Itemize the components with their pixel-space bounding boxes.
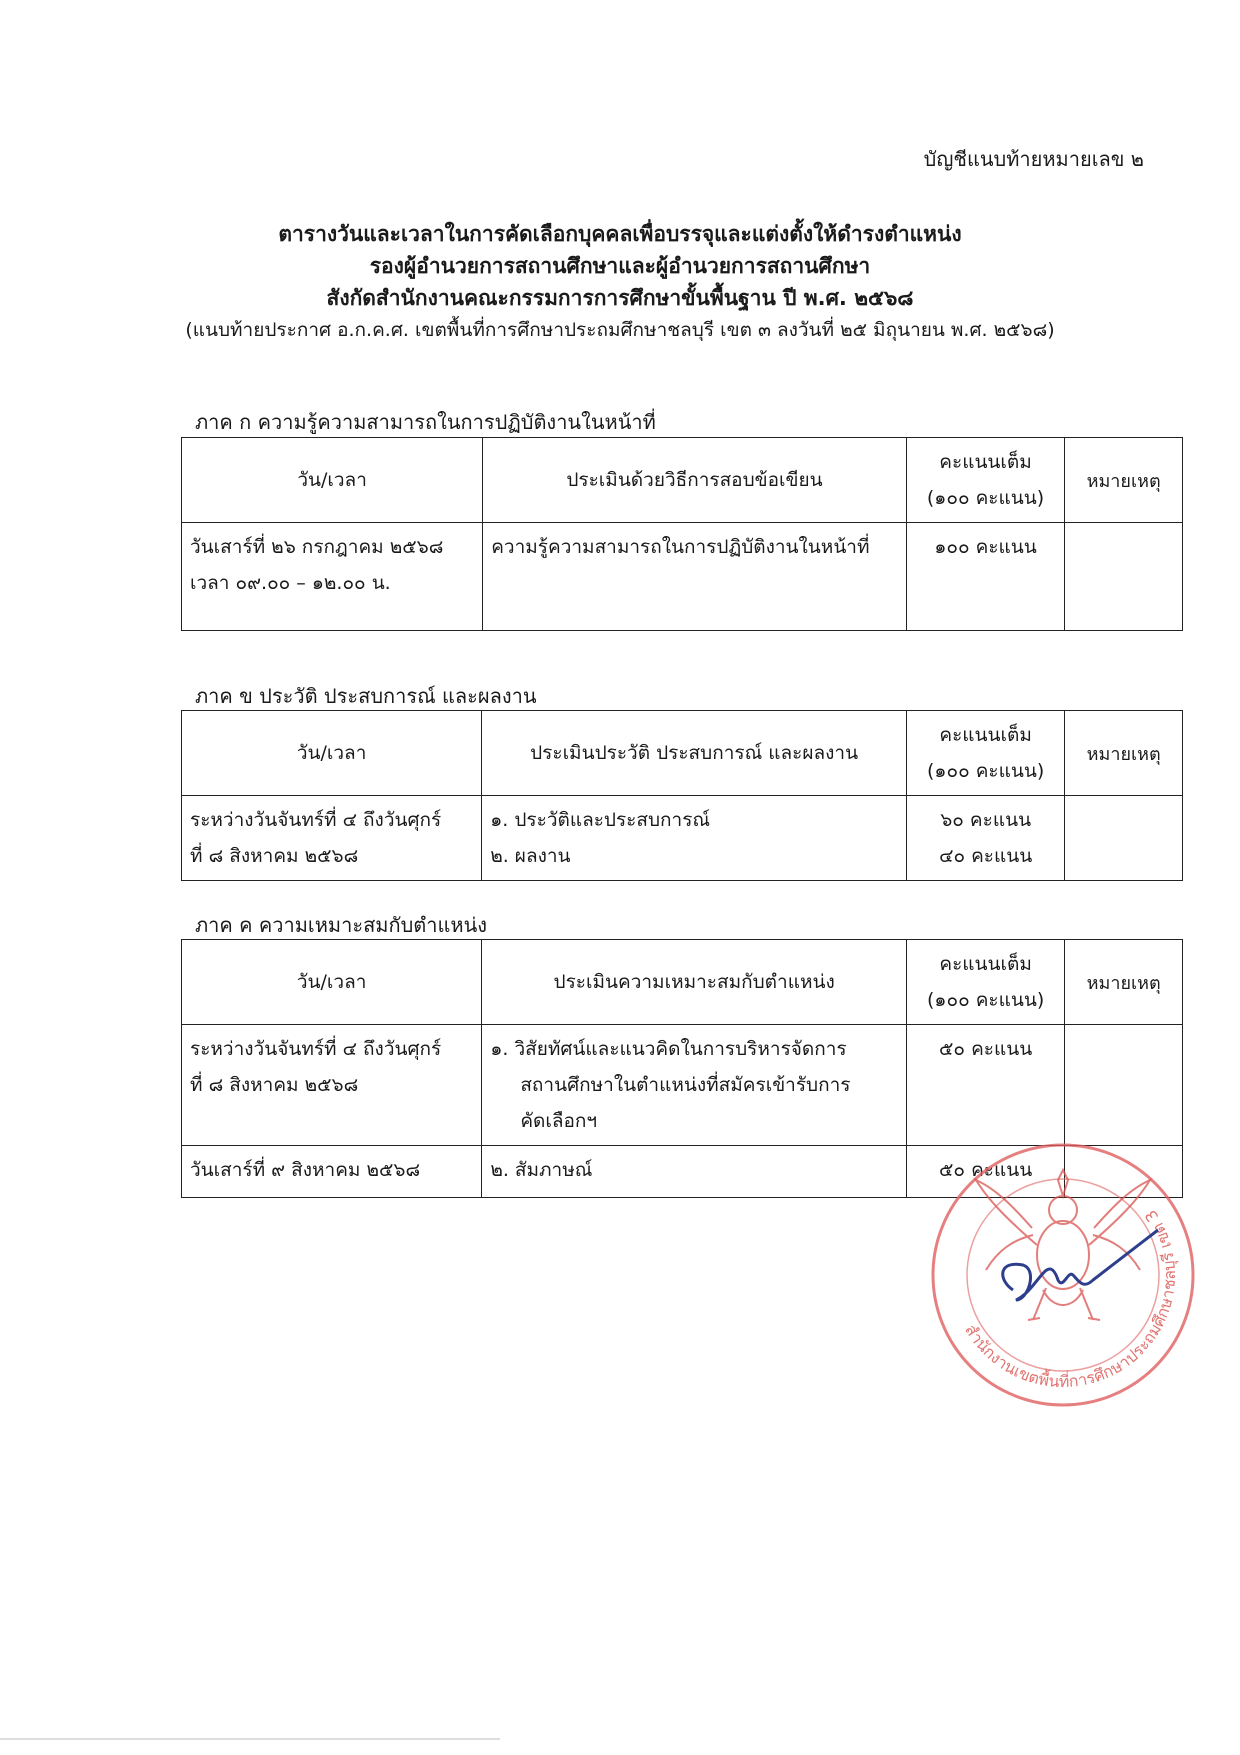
item-line-3: คัดเลือกฯ [520, 1110, 598, 1132]
header-method: ประเมินด้วยวิธีการสอบข้อเขียน [483, 438, 907, 523]
section-b-heading: ภาค ข ประวัติ ประสบการณ์ และผลงาน [195, 684, 537, 708]
score-2: ๔๐ คะแนน [939, 845, 1033, 867]
garuda-emblem-icon [976, 1170, 1150, 1320]
cell-method [483, 523, 907, 631]
header-score [906, 940, 1064, 1025]
table-row [182, 1025, 1183, 1146]
header-remark: หมายเหตุ [1065, 438, 1183, 523]
official-seal-icon [928, 1140, 1198, 1410]
date-line-1: ระหว่างวันจันทร์ที่ ๔ ถึงวันศุกร์ [190, 809, 442, 831]
section-b-table [181, 710, 1183, 881]
header-score-line1: คะแนนเต็ม [939, 451, 1032, 473]
cell-date [182, 523, 483, 631]
header-score-line2: (๑๐๐ คะแนน) [927, 760, 1045, 782]
date-line-1: ระหว่างวันจันทร์ที่ ๔ ถึงวันศุกร์ [190, 1038, 442, 1060]
cell-method [482, 796, 907, 881]
date-text: วันเสาร์ที่ ๙ สิงหาคม ๒๕๖๘ [190, 1159, 421, 1181]
score-text: ๑๐๐ คะแนน [934, 536, 1037, 558]
title-reference: (แนบท้ายประกาศ อ.ก.ค.ศ. เขตพื้นที่การศึกษาประถมศึกษาชลบุรี เขต ๓ ลงวันที่ ๒๕ มิถุนายน พ.ศ. ๒๕๖๘) [185, 319, 1055, 341]
method-text: ความรู้ความสามารถในการปฏิบัติงานในหน้าที่ [491, 536, 870, 558]
item-1: ๑. ประวัติและประสบการณ์ [490, 809, 711, 831]
header-date: วัน/เวลา [182, 711, 482, 796]
svg-text:สำนักงานเขตพื้นที่การศึกษาประถ [961, 1206, 1180, 1391]
annex-label: บัญชีแนบท้ายหมายเลข ๒ [923, 147, 1144, 171]
header-score [906, 438, 1064, 523]
divider [0, 1738, 500, 1740]
cell-date [182, 1025, 482, 1146]
item-text: ๒. สัมภาษณ์ [490, 1159, 593, 1181]
seal-text: สำนักงานเขตพื้นที่การศึกษาประถมศึกษาชลบุรี เขต 3 [961, 1206, 1180, 1392]
cell-remark [1065, 1025, 1183, 1146]
header-score-line2: (๑๐๐ คะแนน) [926, 487, 1045, 509]
document-title [0, 218, 1240, 346]
section-a-heading: ภาค ก ความรู้ความสามารถในการปฏิบัติงานในหน้าที่ [195, 410, 656, 434]
date-line-1: วันเสาร์ที่ ๒๖ กรกฎาคม ๒๕๖๘ [190, 536, 444, 558]
date-line-2: เวลา ๐๙.๐๐ – ๑๒.๐๐ น. [190, 572, 391, 594]
section-c-heading: ภาค ค ความเหมาะสมกับตำแหน่ง [195, 913, 488, 937]
item-line-1: ๑. วิสัยทัศน์และแนวคิดในการบริหารจัดการ [490, 1038, 847, 1060]
header-method: ประเมินประวัติ ประสบการณ์ และผลงาน [482, 711, 907, 796]
title-line-2: รองผู้อำนวยการสถานศึกษาและผู้อำนวยการสถานศึกษา [369, 254, 871, 278]
cell-date [182, 1146, 482, 1198]
cell-score [906, 796, 1064, 881]
header-score-line2: (๑๐๐ คะแนน) [927, 989, 1045, 1011]
header-score [906, 711, 1064, 796]
score-1: ๖๐ คะแนน [940, 809, 1032, 831]
title-line-1: ตารางวันและเวลาในการคัดเลือกบุคคลเพื่อบรรจุและแต่งตั้งให้ดำรงตำแหน่ง [278, 222, 962, 246]
table-header-row [182, 711, 1183, 796]
header-date: วัน/เวลา [182, 940, 482, 1025]
cell-remark [1065, 796, 1183, 881]
score-text: ๕๐ คะแนน [939, 1159, 1033, 1181]
title-line-3: สังกัดสำนักงานคณะกรรมการการศึกษาขั้นพื้นฐาน ปี พ.ศ. ๒๕๖๘ [326, 286, 914, 310]
header-score-line1: คะแนนเต็ม [939, 724, 1032, 746]
header-remark: หมายเหตุ [1065, 940, 1183, 1025]
cell-remark [1065, 523, 1183, 631]
cell-score [906, 1025, 1064, 1146]
table-row [182, 796, 1183, 881]
header-method: ประเมินความเหมาะสมกับตำแหน่ง [482, 940, 907, 1025]
table-header-row [182, 438, 1183, 523]
header-score-line1: คะแนนเต็ม [939, 953, 1032, 975]
table-row [182, 523, 1183, 631]
header-remark: หมายเหตุ [1065, 711, 1183, 796]
section-a-table [181, 437, 1183, 631]
date-line-2: ที่ ๘ สิงหาคม ๒๕๖๘ [190, 845, 359, 867]
header-date: วัน/เวลา [182, 438, 483, 523]
item-2: ๒. ผลงาน [490, 845, 571, 867]
score-text: ๕๐ คะแนน [939, 1038, 1033, 1060]
date-line-2: ที่ ๘ สิงหาคม ๒๕๖๘ [190, 1074, 359, 1096]
cell-method [482, 1146, 907, 1198]
table-header-row [182, 940, 1183, 1025]
cell-method [482, 1025, 907, 1146]
cell-score [906, 523, 1064, 631]
cell-date [182, 796, 482, 881]
item-line-2: สถานศึกษาในตำแหน่งที่สมัครเข้ารับการ [520, 1074, 851, 1096]
